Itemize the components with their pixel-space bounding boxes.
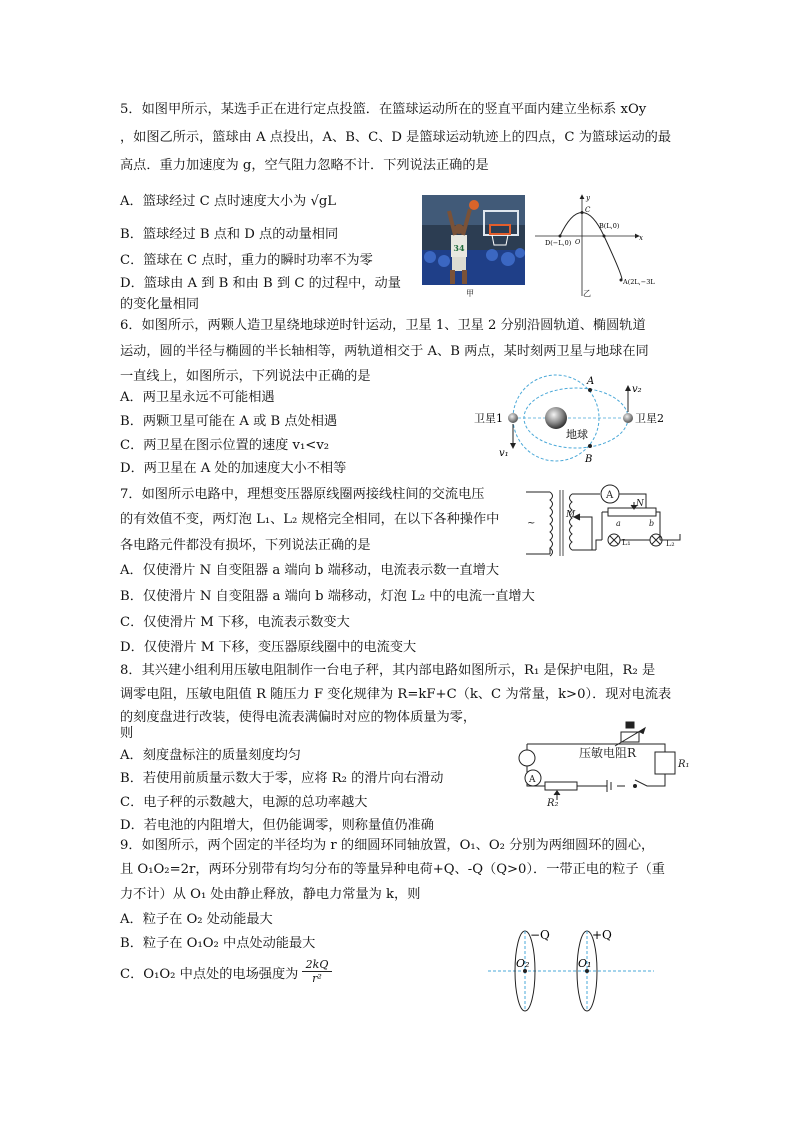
q5-stem-line-2: ，如图乙所示，篮球由 A 点投出，A、B、C、D 是篮球运动轨迹上的四点，C 为篮球运动的最 xyxy=(120,130,672,145)
l1-label: L₁ xyxy=(622,538,631,547)
battery xyxy=(607,780,611,792)
q9-stem-line-2: 且 O₁O₂=2r，两环分别带有均匀分布的等量异种电荷+Q、-Q（Q>0）．一带正电的粒子（重 xyxy=(120,862,665,877)
q5-option-d: D．篮球由 A 到 B 和由 B 到 C 的过程中，动量 xyxy=(120,276,401,291)
q8-stem-line-4: 则 xyxy=(120,726,134,741)
point-b-label: B(L,0) xyxy=(599,222,620,230)
q5-option-a: A．篮球经过 C 点时速度大小为 √gL xyxy=(120,194,337,209)
q5-option-d-cont: 的变化量相同 xyxy=(120,297,200,312)
rheostat xyxy=(608,508,656,516)
q7-stem-line-2: 的有效值不变，两灯泡 L₁、L₂ 规格完全相同，在以下各种操作中 xyxy=(120,512,500,527)
o2-label: O₂ xyxy=(516,957,530,970)
neg-charge-label: −Q xyxy=(530,928,550,942)
point-a-label: A xyxy=(587,376,595,387)
point-b-label: B xyxy=(585,454,593,465)
q9-option-a: A．粒子在 O₂ 处动能最大 xyxy=(120,912,273,927)
q6-stem-line-2: 运动，圆的半径与椭圆的半长轴相等，两轨道相交于 A、B 两点，某时刻两卫星与地球在同 xyxy=(120,344,649,359)
q9-stem-line-3: 力不计）从 O₁ 处由静止释放，静电力常量为 k，则 xyxy=(120,887,421,902)
q6-option-d: D．两卫星在 A 处的加速度大小不相等 xyxy=(120,461,347,476)
jersey-number: 34 xyxy=(453,243,465,253)
q6-option-b: B．两颗卫星可能在 A 或 B 点处相遇 xyxy=(120,414,338,429)
point-c-label: C xyxy=(585,206,591,214)
r2-rheostat xyxy=(545,782,577,790)
y-axis-label: y xyxy=(586,194,590,202)
fraction-denominator: r² xyxy=(312,972,322,985)
q8-option-c: C．电子秤的示数越大，电源的总功率越大 xyxy=(120,795,368,810)
earth xyxy=(545,407,567,429)
secondary-coil xyxy=(570,494,573,550)
q8-option-b: B．若使用前质量示数大于零，应将 R₂ 的滑片向右滑动 xyxy=(120,771,444,786)
slider-m-label: M xyxy=(566,510,576,520)
v2-label: v₂ xyxy=(632,384,642,395)
pos-charge-label: +Q xyxy=(592,928,612,942)
q6-option-a: A．两卫星永远不可能相遇 xyxy=(120,390,275,405)
point-a-label: A(2L,−3L) xyxy=(623,278,655,286)
q8-stem-line-3: 的刻度盘进行改装，使得电流表满偏时对应的物体质量为零， xyxy=(120,710,477,725)
q9-option-b: B．粒子在 O₁O₂ 中点处动能最大 xyxy=(120,936,316,951)
trajectory-graph xyxy=(535,192,655,302)
sat1-label: 卫星1 xyxy=(474,412,503,425)
satellite-orbit-diagram xyxy=(470,368,670,468)
q7-option-b: B．仅使滑片 N 自变阻器 a 端向 b 端移动，灯泡 L₂ 中的电流一直增大 xyxy=(120,589,535,604)
q6-option-c: C．两卫星在图示位置的速度 v₁<v₂ xyxy=(120,438,330,453)
q7-stem-line-1: 7．如图所示电路中，理想变压器原线圈两接线柱间的交流电压 xyxy=(120,487,485,502)
q8-option-d: D．若电池的内阻增大，但仍能调零，则称量值仍准确 xyxy=(120,818,434,833)
o1-label: O₁ xyxy=(578,957,592,970)
end-a-label: a xyxy=(616,519,621,528)
sat2-label: 卫星2 xyxy=(635,412,664,425)
q6-stem-line-1: 6．如图所示，两颗人造卫星绕地球逆时针运动，卫星 1、卫星 2 分别沿圆轨道、椭圆轨道 xyxy=(120,318,646,333)
ammeter-label: A xyxy=(529,775,536,785)
r2-label: R₂ xyxy=(547,798,559,808)
end-b-label: b xyxy=(649,519,655,528)
q5-stem-line-1: 5．如图甲所示，某选手正在进行定点投篮．在篮球运动所在的竖直平面内建立坐标系 xOy xyxy=(120,102,647,117)
earth-label: 地球 xyxy=(566,428,588,441)
fraction-numerator: 2kQ xyxy=(302,958,332,972)
q8-stem-line-2: 调零电阻，压敏电阻值 R 随压力 F 变化规律为 R=kF+C（k、C 为常量，k>0）．现对电流表 xyxy=(120,687,672,702)
basketball-photo xyxy=(422,195,525,285)
q5-option-c: C．篮球在 C 点时，重力的瞬时功率不为零 xyxy=(120,253,373,268)
q8-stem-line-1: 8．其兴建小组利用压敏电阻制作一台电子秤，其内部电路如图所示，R₁ 是保护电阻，R₂ 是 xyxy=(120,663,656,678)
transformer-circuit xyxy=(522,480,687,560)
slider-n-label: N xyxy=(636,499,644,509)
q5-stem-line-3: 高点．重力加速度为 g，空气阻力忽略不计．下列说法正确的是 xyxy=(120,158,489,173)
satellite-2 xyxy=(623,413,633,423)
x-axis-label: x xyxy=(639,234,643,242)
q7-option-d: D．仅使滑片 M 下移，变压器原线圈中的电流变大 xyxy=(120,640,417,655)
ammeter-label: A xyxy=(606,490,614,501)
scale-circuit xyxy=(515,718,695,808)
charged-rings-diagram xyxy=(488,925,658,1015)
q9-stem-line-1: 9．如图所示，两个固定的半径均为 r 的细圆环同轴放置，O₁、O₂ 分别为两细圆环的圆心， xyxy=(120,838,655,853)
point-d-label: D(−L,0) xyxy=(545,239,572,247)
origin-label: O xyxy=(575,238,581,246)
q7-stem-line-3: 各电路元件都没有损坏，下列说法正确的是 xyxy=(120,538,371,553)
fig-label-yi: 乙 xyxy=(583,289,591,298)
ac-source-label: ~ xyxy=(527,518,536,529)
r1-label: R₁ xyxy=(678,759,690,770)
primary-coil xyxy=(550,492,553,556)
sensor-label: 压敏电阻R xyxy=(579,746,637,760)
r1-resistor xyxy=(655,752,675,774)
field-strength-fraction xyxy=(302,958,332,985)
q6-stem-line-3: 一直线上，如图所示，下列说法中正确的是 xyxy=(120,369,371,384)
q5-option-b: B．篮球经过 B 点和 D 点的动量相同 xyxy=(120,227,339,242)
l2-label: L₂ xyxy=(666,539,675,548)
q9-option-c: C．O₁O₂ 中点处的电场强度为 xyxy=(120,967,299,982)
satellite-1 xyxy=(508,413,518,423)
q7-option-c: C．仅使滑片 M 下移，电流表示数变大 xyxy=(120,615,350,630)
q7-option-a: A．仅使滑片 N 自变阻器 a 端向 b 端移动，电流表示数一直增大 xyxy=(120,563,500,578)
v1-label: v₁ xyxy=(499,448,509,459)
q8-option-a: A．刻度盘标注的质量刻度均匀 xyxy=(120,748,301,763)
ammeter-left xyxy=(519,750,535,766)
fig-label-jia: 甲 xyxy=(466,289,474,298)
